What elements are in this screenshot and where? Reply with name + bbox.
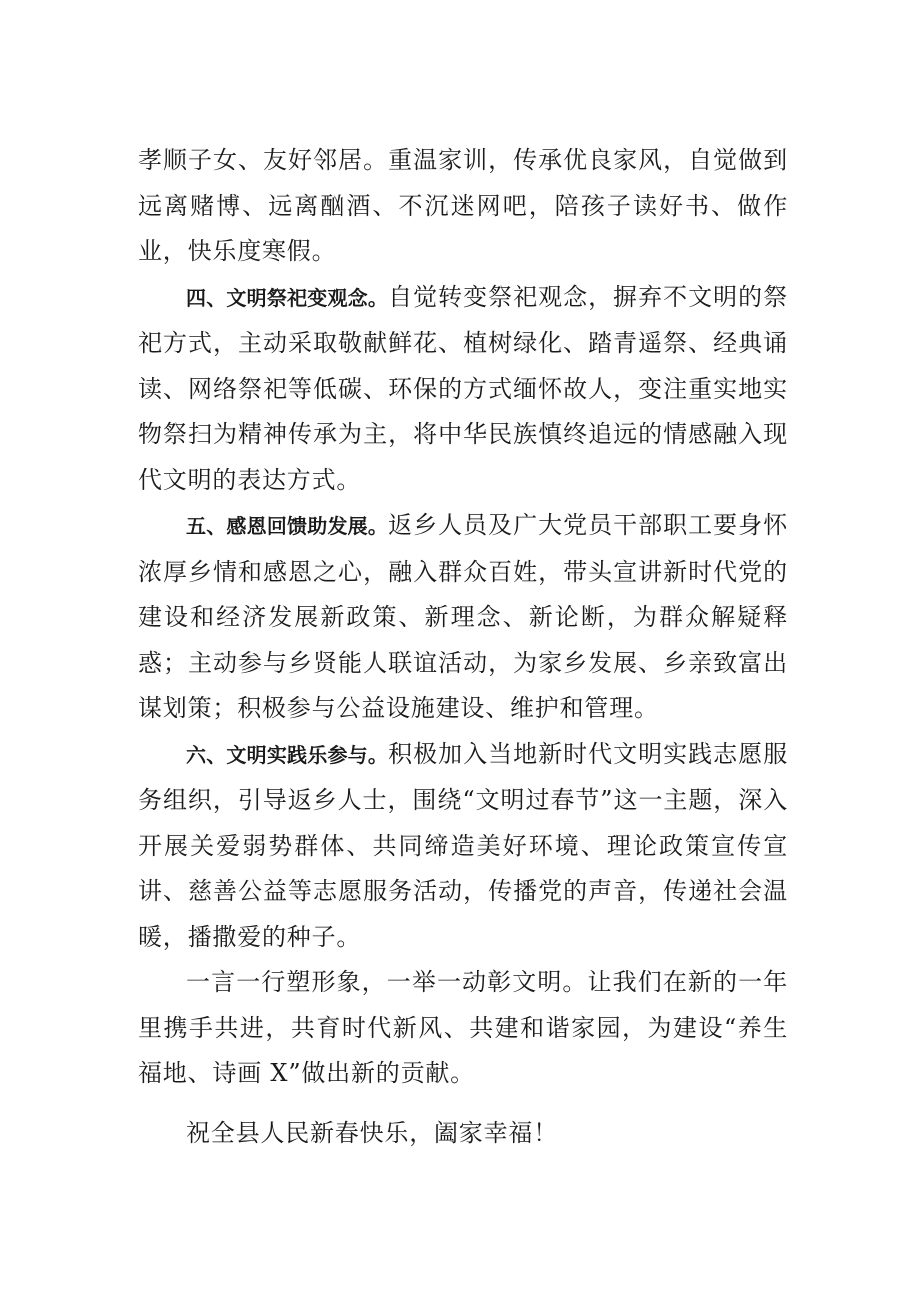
paragraph-text: 积极加入当地新时代文明实践志愿服务组织，引导返乡人士，围绕“文明过春节”这一主题，深入开展关爱弱势群体、共同缔造美好环境、理论政策宣传宣讲、慈善公益等志愿服务活动，传播党的声音，传递社会温暖，播撒爱的种子。 [138, 739, 788, 951]
closing-greeting [138, 1111, 788, 1157]
paragraph-item-6 [138, 732, 788, 961]
paragraph-text: 返乡人员及广大党员干部职工要身怀浓厚乡情和感恩之心，融入群众百姓，带头宣讲新时代党的建设和经济发展新政策、新理念、新论断，为群众解疑释惑；主动参与乡贤能人联谊活动，为家乡发展、乡亲致富出谋划策；积极参与公益设施建设、维护和管理。 [138, 511, 788, 722]
closing-text: 祝全县人民新春快乐，阖家幸福！ [186, 1118, 558, 1147]
section-heading: 六、文明实践乐参与。 [186, 742, 389, 767]
section-heading: 五、感恩回馈助发展。 [186, 514, 389, 538]
document-body [138, 138, 788, 1156]
paragraph-text: 一言一行塑形象，一举一动彰文明。让我们在新的一年里携手共进，共育时代新风、共建和谐家园，为建设“养生福地、诗画 X”做出新的贡献。 [138, 968, 788, 1087]
paragraph-item-4 [138, 275, 788, 504]
paragraph-text: 孝顺子女、友好邻居。重温家训，传承优良家风，自觉做到远离赌博、远离酗酒、不沉迷网吧，陪孩子读好书、做作业，快乐度寒假。 [138, 146, 788, 265]
paragraph-conclusion [138, 960, 788, 1097]
paragraph-continuation [138, 138, 788, 275]
paragraph-item-5 [138, 503, 788, 732]
paragraph-text: 自觉转变祭祀观念，摒弃不文明的祭祀方式，主动采取敬献鲜花、植树绿化、踏青遥祭、经典诵读、网络祭祀等低碳、环保的方式缅怀故人，变注重实地实物祭扫为精神传承为主，将中华民族慎终追远的情感融入现代文明的表达方式。 [138, 282, 788, 494]
section-heading: 四、文明祭祀变观念。 [186, 285, 389, 310]
